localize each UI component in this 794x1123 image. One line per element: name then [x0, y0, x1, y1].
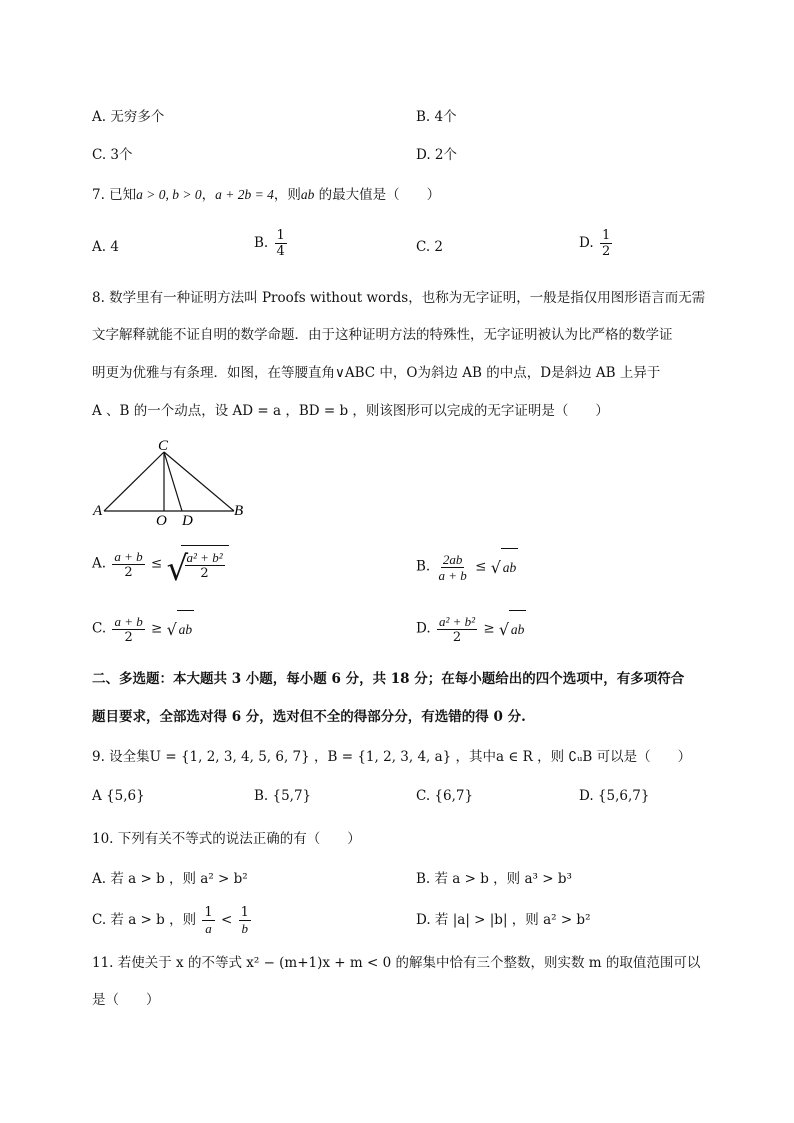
q8-option-d-sqrt: √ ab [499, 610, 527, 648]
q8-option-b-fraction [437, 552, 469, 583]
q6-option-b: B. 4个 [416, 109, 457, 125]
radicand: ab [501, 548, 519, 586]
point-label-d: D [182, 513, 193, 527]
section-2-heading-line-2: 题目要求，全部选对得 6 分，选对但不全的得部分分，有选错的得 0 分. [92, 709, 526, 725]
segment-cd [164, 452, 182, 511]
vertex-label-a: A [93, 503, 103, 519]
fraction-numerator: a² + b² [186, 550, 223, 565]
ge-sign: ≥ [151, 620, 163, 637]
q8-option-c [92, 610, 194, 648]
fraction-numerator: 1 [204, 905, 213, 920]
fraction-denominator: b [241, 921, 248, 936]
q9-stem: 9. 设全集U = {1, 2, 3, 4, 5, 6, 7} ，B = {1, 2, 3, 4, a} ，其中a ∈ R ，则 ∁ᵤB 可以是（ ） [92, 749, 692, 765]
fraction-numerator: a + b [114, 613, 143, 629]
q8-option-b-label: B. [416, 558, 431, 575]
q8-option-a-label: A. [92, 555, 107, 572]
fraction-denominator: 2 [124, 564, 133, 580]
q7-option-b-fraction [275, 228, 287, 259]
fraction-denominator: a + b [438, 567, 467, 583]
q8-line-1: 8. 数学里有一种证明方法叫 Proofs without words，也称为无字证明，一般是指仅用图形语言而无需 [92, 290, 706, 306]
q11-line-1: 11. 若使关于 x 的不等式 x² − (m+1)x + m < 0 的解集中恰有三个整数，则实数 m 的取值范围可以 [92, 955, 701, 971]
triangle-side-cb [164, 452, 234, 511]
vertex-label-c: C [158, 438, 169, 454]
q7-option-d-fraction [600, 228, 612, 259]
q8-line-3: 明更为优雅与有条理．如图，在等腰直角∨ABC 中，O为斜边 AB 的中点，D是斜边 AB 上异于 [92, 365, 661, 381]
q6-option-c: C. 3个 [92, 147, 133, 163]
fraction-numerator: 1 [276, 228, 285, 243]
q7-option-d [579, 228, 614, 259]
q11-line-2: 是（ ） [92, 992, 160, 1008]
q7-sep: ， [201, 187, 216, 203]
q8-option-c-label: C. [92, 620, 107, 637]
q10-option-c-prefix: C. 若 a > b ，则 [92, 912, 197, 928]
q8-line-4: A 、B 的一个动点，设 AD = a ，BD = b ，则该图形可以完成的无字证明是（ ） [92, 403, 609, 419]
fraction-denominator: 2 [124, 629, 133, 645]
section-2-heading-line-1: 二、多选题：本大题共 3 小题，每小题 6 分，共 18 分；在每小题给出的四个选项中，有多项符合 [92, 671, 685, 687]
fraction-numerator: a + b [114, 548, 143, 564]
q10-stem: 10. 下列有关不等式的说法正确的有（ ） [92, 831, 361, 847]
fraction-numerator: 2ab [442, 551, 463, 567]
q7-option-a: A. 4 [92, 239, 119, 255]
radicand: ab [177, 610, 195, 648]
fraction-numerator: 1 [240, 905, 249, 920]
q9-option-c: C. {6,7} [416, 788, 474, 804]
q10-option-c-fraction-2 [239, 905, 251, 936]
q10-option-c-fraction-1 [202, 905, 214, 936]
q8-option-b-sqrt: √ ab [491, 548, 519, 586]
q7-option-c: C. 2 [416, 239, 444, 255]
le-sign: ≤ [475, 558, 487, 575]
fraction-denominator: 4 [276, 244, 285, 259]
fraction-denominator: 2 [452, 629, 462, 645]
q8-option-c-fraction [112, 614, 144, 645]
q9-option-a: A {5,6} [92, 788, 145, 804]
vertex-label-b: B [234, 503, 244, 519]
q8-option-d-label: D. [416, 620, 431, 637]
q7-stem-suffix: 的最大值是（ ） [314, 187, 441, 203]
fraction-numerator: a² + b² [438, 613, 476, 629]
fraction-numerator: 1 [601, 228, 611, 243]
q8-line-2: 文字解释就能不证自明的数学命题．由于这种证明方法的特殊性，无字证明被认为比严格的数学证 [92, 327, 673, 343]
q7-stem-mid: ，则 [273, 187, 301, 203]
q9-option-d: D. {5,6,7} [579, 788, 650, 804]
triangle-side-ac [104, 452, 164, 511]
ge-sign: ≥ [483, 620, 495, 637]
q8-option-a-fraction [112, 549, 144, 580]
q7-condition-1: a > 0, b > 0 [136, 187, 202, 202]
point-label-o: O [156, 513, 167, 527]
q7-stem-prefix: 7. 已知 [92, 187, 137, 203]
q8-option-b [416, 548, 518, 586]
q10-option-b: B. 若 a > b ，则 a³ > b³ [416, 871, 572, 887]
q7-stem [92, 185, 440, 205]
lt-sign: < [220, 912, 233, 928]
radicand: ab [509, 610, 527, 648]
q8-option-d-fraction [437, 614, 477, 645]
fraction-denominator: 2 [200, 566, 209, 581]
q10-option-d: D. 若 |a| > |b| ，则 a² > b² [416, 912, 591, 928]
q7-condition-2: a + 2b = 4 [215, 187, 274, 202]
q7-option-b [254, 228, 289, 259]
q10-option-c [92, 902, 253, 938]
q9-option-b: B. {5,7} [254, 788, 312, 804]
fraction-denominator: 2 [601, 244, 611, 259]
fraction-denominator: a [205, 921, 212, 936]
q8-option-c-sqrt: √ ab [167, 610, 195, 648]
q7-option-b-label: B. [254, 235, 269, 251]
q7-option-d-label: D. [579, 235, 594, 251]
q8-triangle-figure [90, 435, 250, 527]
q7-ab: ab [300, 187, 315, 202]
q10-option-a: A. 若 a > b ，则 a² > b² [92, 871, 248, 887]
q6-option-a: A. 无穷多个 [92, 109, 165, 125]
q8-option-d [416, 610, 526, 648]
le-sign: ≤ [150, 555, 163, 572]
q8-option-a-sqrt: √ $\frac{\text{a² + b²}}{2}$ [167, 545, 229, 583]
q6-option-d: D. 2个 [416, 147, 458, 163]
q8-option-a [92, 545, 229, 589]
radicand-fraction [185, 550, 225, 581]
